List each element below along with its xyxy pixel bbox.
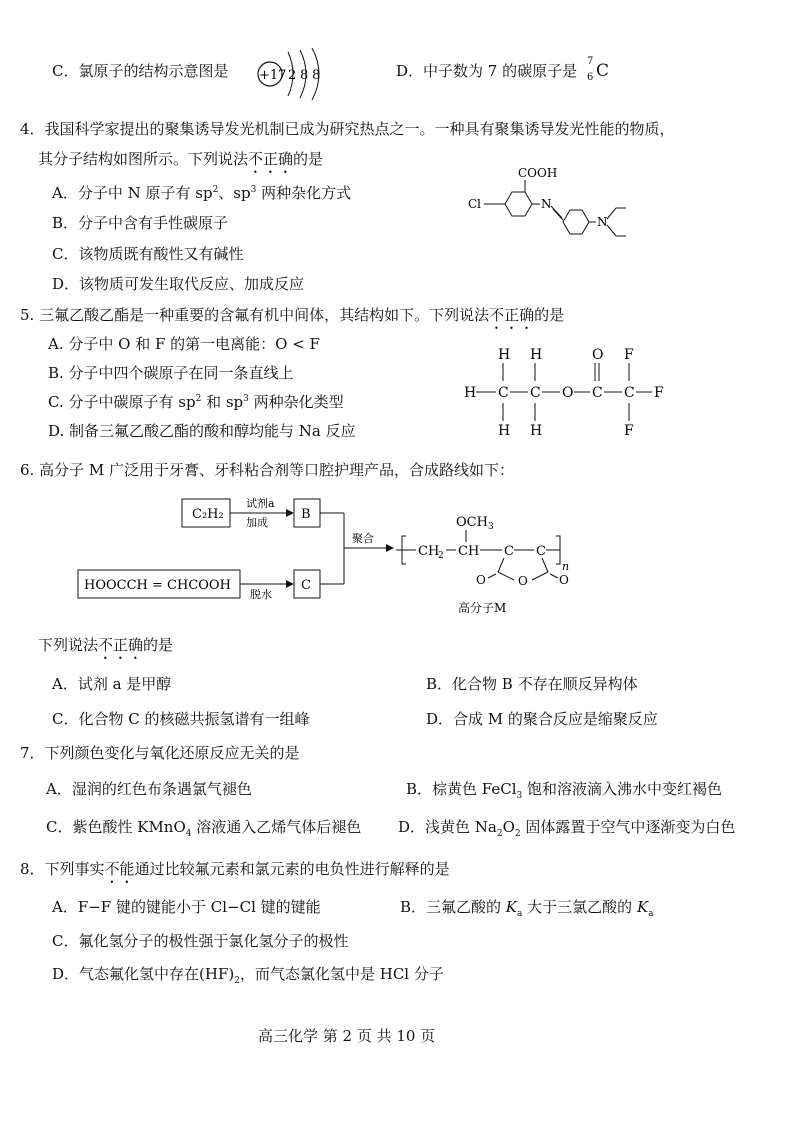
atom-shell-3: 8: [312, 68, 321, 83]
q6-option-a: A．试剂 a 是甲醇: [52, 675, 172, 693]
atom-shell-2: 8: [300, 68, 309, 83]
atom-nucleus: +17: [259, 68, 287, 83]
svg-text:C: C: [530, 385, 541, 401]
q7-stem: 7．下列颜色变化与氧化还原反应无关的是: [20, 744, 300, 762]
svg-text:Cl: Cl: [468, 197, 482, 211]
q8-option-a: A．F−F 键的键能小于 Cl−Cl 键的键能: [52, 898, 321, 916]
svg-text:C₂H₂: C₂H₂: [192, 507, 224, 522]
q7-option-d: D．浅黄色 $Na_2O_2$ 固体露置于空气中逐渐变为白色: [398, 818, 736, 839]
svg-text:n: n: [562, 560, 570, 573]
q7-option-a: A．湿润的红色布条遇氯气褪色: [46, 780, 252, 798]
svg-text:N: N: [541, 197, 552, 211]
chlorine-atom-diagram: [252, 46, 332, 102]
svg-text:N: N: [597, 215, 608, 229]
svg-text:试剂a: 试剂a: [246, 497, 275, 510]
isotope-symbol: C: [596, 61, 610, 81]
svg-text:2: 2: [438, 551, 444, 561]
q6-option-b: B．化合物 B 不存在顺反异构体: [426, 675, 638, 693]
svg-text:F: F: [624, 423, 634, 439]
q6-option-c: C．化合物 C 的核磁共振氢谱有一组峰: [52, 710, 310, 728]
svg-text:加成: 加成: [246, 516, 268, 529]
polymer-m-structure: [396, 512, 576, 622]
svg-text:CH: CH: [458, 544, 480, 559]
q6-option-d: D．合成 M 的聚合反应是缩聚反应: [426, 710, 658, 728]
q5-option-a: A. 分子中 O 和 F 的第一电离能：O < F: [48, 335, 320, 353]
q4-stem-line1: 4．我国科学家提出的聚集诱导发光机制已成为研究热点之一。一种具有聚集诱导发光性能的物质，: [20, 120, 675, 138]
q7-option-c: C．紫色酸性 KMnO$_4$ 溶液通入乙烯气体后褪色: [46, 818, 362, 839]
q5-option-d: D. 制备三氟乙酸乙酯的酸和醇均能与 Na 反应: [48, 422, 356, 440]
q5-option-b: B. 分子中四个碳原子在同一条直线上: [48, 364, 294, 382]
svg-text:H: H: [530, 423, 543, 439]
polymer-label: 高分子M: [458, 601, 507, 615]
q6-stem: 6. 高分子 M 广泛用于牙膏、牙科粘合剂等口腔护理产品，合成路线如下：: [20, 461, 514, 479]
svg-text:C: C: [301, 578, 311, 593]
svg-text:O: O: [476, 573, 486, 587]
svg-text:脱水: 脱水: [250, 588, 272, 601]
q4-option-b: B．分子中含有手性碳原子: [52, 214, 229, 232]
svg-text:H: H: [498, 347, 511, 363]
q4-stem-line2: 其分子结构如图所示。下列说法不正确的是: [38, 150, 324, 168]
q5-stem: 5. 三氟乙酸乙酯是一种重要的含氟有机中间体，其结构如下。下列说法不正确的是: [20, 306, 565, 324]
svg-text:C: C: [536, 544, 546, 559]
q8-stem: 8．下列事实不能通过比较氟元素和氯元素的电负性进行解释的是: [20, 860, 450, 878]
q8-option-b: B．三氟乙酸的 $K_a$ 大于三氯乙酸的 $K_a$: [400, 898, 654, 919]
svg-text:O: O: [518, 574, 528, 588]
svg-text:H: H: [464, 385, 477, 401]
ethyl-trifluoroacetate-structure: [462, 345, 677, 440]
svg-text:O: O: [592, 347, 604, 363]
atom-shell-1: 2: [288, 68, 297, 83]
q6-ask: 下列说法不正确的是: [38, 636, 174, 654]
q8-option-c: C．氟化氢分子的极性强于氯化氢分子的极性: [52, 932, 349, 950]
svg-text:H: H: [498, 423, 511, 439]
svg-text:F: F: [624, 347, 634, 363]
page-footer: 高三化学 第 2 页 共 10 页: [258, 1027, 436, 1045]
isotope-atomic-number: 6: [587, 72, 594, 83]
q8-option-d: D．气态氟化氢中存在$(HF)_2$，而气态氯化氢中是 HCl 分子: [52, 965, 444, 986]
isotope-mass-number: 7: [587, 56, 594, 67]
q3-option-d: D．中子数为 7 的碳原子是: [396, 62, 578, 80]
svg-text:3: 3: [488, 522, 494, 532]
q4-option-d: D．该物质可发生取代反应、加成反应: [52, 275, 305, 293]
svg-text:O: O: [562, 385, 574, 401]
svg-text:C: C: [504, 544, 514, 559]
svg-text:O: O: [559, 573, 569, 587]
svg-text:F: F: [654, 385, 664, 401]
q4-molecule-structure: [466, 162, 646, 242]
svg-text:HOOCCH = CHCOOH: HOOCCH = CHCOOH: [84, 578, 231, 593]
svg-text:COOH: COOH: [518, 166, 558, 180]
q4-option-c: C．该物质既有酸性又有碱性: [52, 245, 244, 263]
q4-option-a: A．分子中 N 原子有 $sp^2$、$sp^3$ 两种杂化方式: [52, 184, 352, 202]
svg-text:C: C: [498, 385, 509, 401]
svg-text:H: H: [530, 347, 543, 363]
svg-text:B: B: [301, 507, 311, 522]
svg-text:C: C: [592, 385, 603, 401]
emphasis-not-correct: 不正确: [248, 150, 294, 168]
q5-option-c: C. 分子中碳原子有 $sp^2$ 和 $sp^3$ 两种杂化类型: [48, 393, 344, 411]
svg-text:OCH: OCH: [456, 515, 488, 530]
svg-text:聚合: 聚合: [352, 532, 374, 545]
q3-option-c: C．氯原子的结构示意图是: [52, 62, 229, 80]
svg-text:CH: CH: [418, 544, 440, 559]
q7-option-b: B．棕黄色 FeCl$_3$ 饱和溶液滴入沸水中变红褐色: [406, 780, 723, 801]
svg-text:C: C: [624, 385, 635, 401]
